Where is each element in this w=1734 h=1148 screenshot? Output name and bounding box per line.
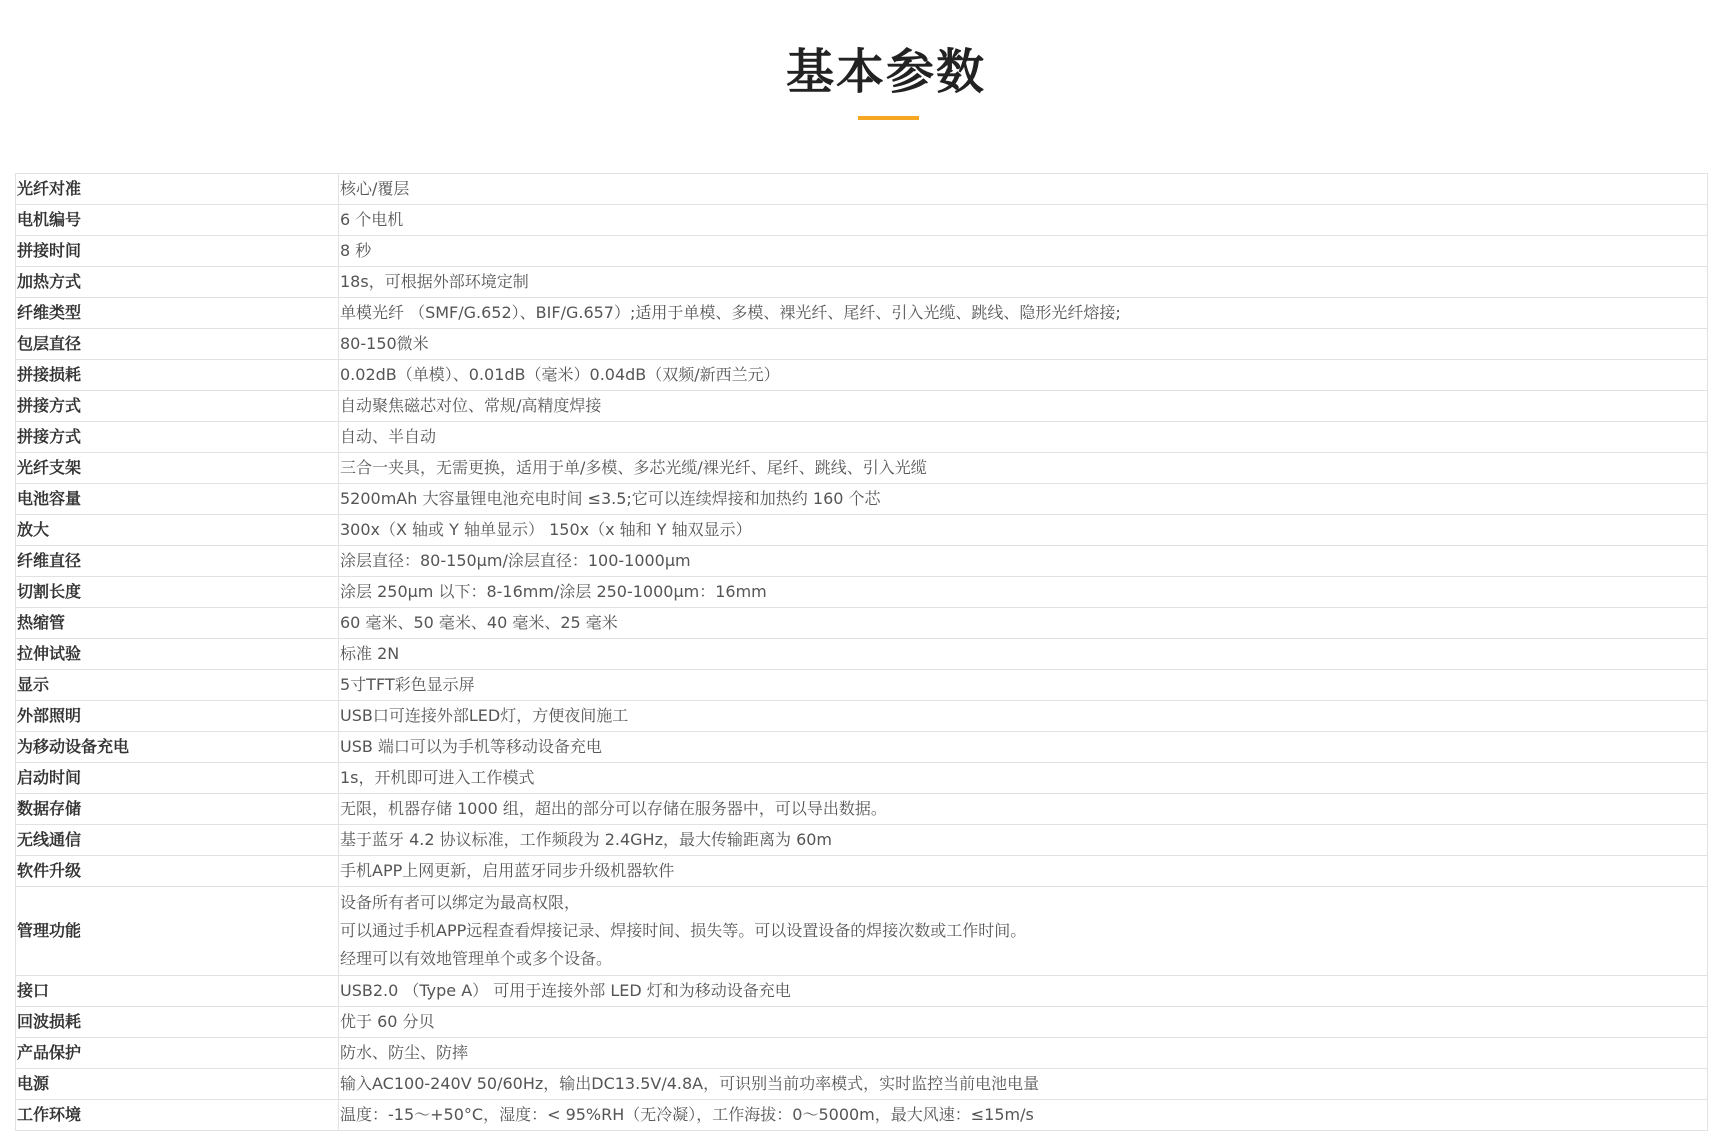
spec-label: 管理功能 (16, 887, 339, 976)
page-title: 基本参数 (785, 44, 986, 100)
spec-label: 拉伸试验 (16, 639, 339, 670)
spec-label: 为移动设备充电 (16, 732, 339, 763)
table-row (16, 1038, 1708, 1069)
spec-value: 6 个电机 (339, 205, 1708, 236)
spec-label: 拼接时间 (16, 236, 339, 267)
table-row (16, 236, 1708, 267)
spec-label: 拼接损耗 (16, 360, 339, 391)
table-row (16, 422, 1708, 453)
spec-value: 温度：-15～+50°C，湿度：< 95%RH（无冷凝），工作海拔：0～5000m，最大风速：≤15m/s (339, 1100, 1708, 1131)
spec-label: 回波损耗 (16, 1007, 339, 1038)
spec-value: USB 端口可以为手机等移动设备充电 (339, 732, 1708, 763)
spec-value-line: 经理可以有效地管理单个或多个设备。 (340, 949, 613, 968)
spec-label: 纤维类型 (16, 298, 339, 329)
table-row (16, 887, 1708, 976)
spec-value: 三合一夹具，无需更换，适用于单/多模、多芯光缆/裸光纤、尾纤、跳线、引入光缆 (339, 453, 1708, 484)
spec-value: 输入AC100-240V 50/60Hz，输出DC13.5V/4.8A，可识别当前功率模式，实时监控当前电池电量 (339, 1069, 1708, 1100)
spec-value: 1s，开机即可进入工作模式 (339, 763, 1708, 794)
spec-value: 自动聚焦磁芯对位、常规/高精度焊接 (339, 391, 1708, 422)
table-row (16, 856, 1708, 887)
spec-value: 8 秒 (339, 236, 1708, 267)
table-row (16, 1069, 1708, 1100)
table-row (16, 976, 1708, 1007)
spec-label: 加热方式 (16, 267, 339, 298)
spec-label: 拼接方式 (16, 391, 339, 422)
spec-value: 0.02dB（单模）、0.01dB（毫米）0.04dB（双频/新西兰元） (339, 360, 1708, 391)
spec-value: 300x（X 轴或 Y 轴单显示） 150x（x 轴和 Y 轴双显示） (339, 515, 1708, 546)
spec-value (339, 887, 1708, 976)
table-row (16, 1007, 1708, 1038)
spec-value: 基于蓝牙 4.2 协议标准，工作频段为 2.4GHz，最大传输距离为 60m (339, 825, 1708, 856)
spec-value: 18s，可根据外部环境定制 (339, 267, 1708, 298)
spec-label: 数据存储 (16, 794, 339, 825)
table-row (16, 701, 1708, 732)
table-row (16, 391, 1708, 422)
spec-label: 工作环境 (16, 1100, 339, 1131)
table-row (16, 825, 1708, 856)
spec-label: 光纤支架 (16, 453, 339, 484)
title-underline (858, 116, 919, 120)
table-row (16, 763, 1708, 794)
spec-label: 电池容量 (16, 484, 339, 515)
spec-label: 拼接方式 (16, 422, 339, 453)
spec-value: 80-150微米 (339, 329, 1708, 360)
spec-label: 无线通信 (16, 825, 339, 856)
table-row (16, 670, 1708, 701)
spec-value: 核心/覆层 (339, 174, 1708, 205)
table-row (16, 329, 1708, 360)
table-row (16, 267, 1708, 298)
spec-table (15, 173, 1708, 1131)
spec-value: USB口可连接外部LED灯，方便夜间施工 (339, 701, 1708, 732)
spec-label: 电机编号 (16, 205, 339, 236)
spec-value: 5200mAh 大容量锂电池充电时间 ≤3.5;它可以连续焊接和加热约 160 个芯 (339, 484, 1708, 515)
table-row (16, 732, 1708, 763)
spec-value: USB2.0 （Type A） 可用于连接外部 LED 灯和为移动设备充电 (339, 976, 1708, 1007)
spec-value: 5寸TFT彩色显示屏 (339, 670, 1708, 701)
spec-label: 启动时间 (16, 763, 339, 794)
spec-label: 切割长度 (16, 577, 339, 608)
spec-value: 涂层 250μm 以下：8-16mm/涂层 250-1000μm：16mm (339, 577, 1708, 608)
spec-value: 标准 2N (339, 639, 1708, 670)
table-row (16, 546, 1708, 577)
spec-label: 包层直径 (16, 329, 339, 360)
spec-label: 软件升级 (16, 856, 339, 887)
spec-label: 接口 (16, 976, 339, 1007)
spec-value: 涂层直径：80-150μm/涂层直径：100-1000μm (339, 546, 1708, 577)
spec-label: 纤维直径 (16, 546, 339, 577)
table-row (16, 453, 1708, 484)
spec-value: 60 毫米、50 毫米、40 毫米、25 毫米 (339, 608, 1708, 639)
spec-label: 电源 (16, 1069, 339, 1100)
table-row (16, 515, 1708, 546)
spec-table-body (16, 174, 1708, 1131)
spec-value: 手机APP上网更新，启用蓝牙同步升级机器软件 (339, 856, 1708, 887)
table-row (16, 577, 1708, 608)
table-row (16, 639, 1708, 670)
table-row (16, 484, 1708, 515)
spec-label: 放大 (16, 515, 339, 546)
spec-label: 光纤对准 (16, 174, 339, 205)
spec-value-line: 可以通过手机APP远程查看焊接记录、焊接时间、损失等。可以设置设备的焊接次数或工作时间。 (340, 921, 1027, 940)
table-row (16, 1100, 1708, 1131)
table-row (16, 608, 1708, 639)
table-row (16, 205, 1708, 236)
table-row (16, 174, 1708, 205)
spec-value: 无限，机器存储 1000 组，超出的部分可以存储在服务器中，可以导出数据。 (339, 794, 1708, 825)
spec-label: 热缩管 (16, 608, 339, 639)
spec-value: 防水、防尘、防摔 (339, 1038, 1708, 1069)
spec-value-line: 设备所有者可以绑定为最高权限， (340, 893, 581, 912)
table-row (16, 360, 1708, 391)
spec-label: 显示 (16, 670, 339, 701)
spec-value: 单模光纤 （SMF/G.652）、BIF/G.657）;适用于单模、多模、裸光纤、尾纤、引入光缆、跳线、隐形光纤熔接; (339, 298, 1708, 329)
spec-value: 自动、半自动 (339, 422, 1708, 453)
table-row (16, 298, 1708, 329)
spec-label: 产品保护 (16, 1038, 339, 1069)
spec-value: 优于 60 分贝 (339, 1007, 1708, 1038)
table-row (16, 794, 1708, 825)
spec-label: 外部照明 (16, 701, 339, 732)
